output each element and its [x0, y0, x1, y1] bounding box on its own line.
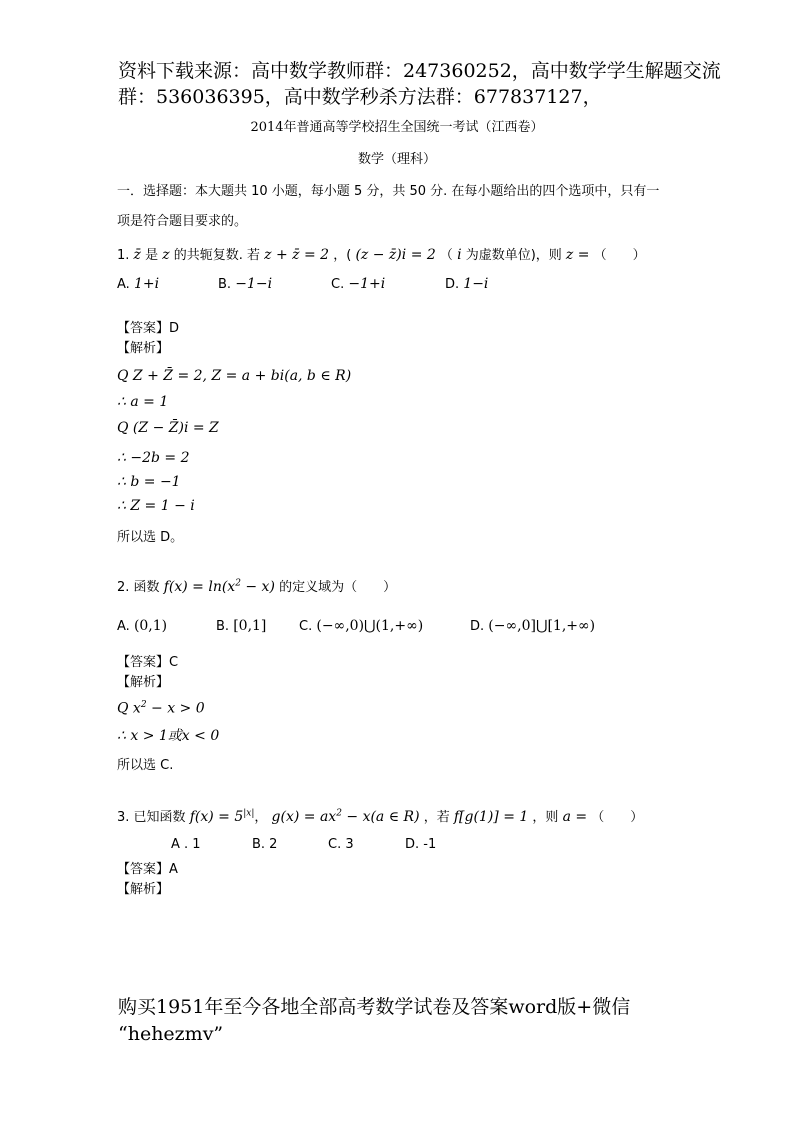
math-a-eq: a =: [562, 809, 588, 825]
section-heading-line-1: 一．选择题：本大题共 10 小题，每小题 5 分，共 50 分. 在每小题给出的四个选项中，只有一: [117, 184, 660, 199]
exam-subtitle: 数学（理科）: [357, 152, 436, 167]
math-z-eq: z =: [565, 247, 590, 263]
math-zbar: z̄: [133, 247, 141, 263]
question-number: 2.: [117, 580, 130, 595]
q2-option-b: B. [0,1]: [216, 618, 267, 634]
q1-option-c: C. −1+i: [331, 276, 386, 292]
q1-conclusion: 所以选 D。: [117, 530, 184, 545]
question-1-stem: 1. z̄ 是 z 的共轭复数. 若 z + z̄ = 2 ，( (z − z̄)i = 2 （ i 为虚数单位)，则 z = （ ）: [117, 247, 646, 263]
q2-answer: 【答案】C: [117, 655, 179, 670]
question-2-stem: 2. 函数 $f(x) = \ln(x^2 - x)$ 的定义域为（ ）: [117, 578, 397, 595]
q2-step-1: Q $x^2 - x > 0$: [117, 700, 205, 717]
q1-step-6: ∴ Z = 1 − i: [117, 498, 195, 514]
q2-option-d: D. (−∞,0]⋃[1,+∞): [470, 618, 596, 634]
question-number: 1.: [117, 248, 130, 263]
q1-option-d: D. 1−i: [445, 276, 489, 292]
q2-conclusion: 所以选 C.: [117, 758, 174, 773]
q1-step-5: ∴ b = −1: [117, 474, 181, 490]
question-number: 3.: [117, 810, 130, 825]
math-expression: (z − z̄)i = 2: [355, 247, 436, 263]
q3-option-b: B. 2: [252, 837, 278, 852]
footer-ad-line-2: “hehezmv”: [118, 1023, 224, 1045]
q3-option-a: A . 1: [171, 837, 201, 852]
source-banner-line-2: 群：536036395，高中数学秒杀方法群：677837127，: [118, 86, 602, 108]
q1-answer: 【答案】D: [117, 321, 180, 336]
q2-analysis-label: 【解析】: [117, 675, 170, 690]
q3-analysis-label: 【解析】: [117, 882, 170, 897]
math-function: $f(x) = \ln(x^2 - x)$: [163, 578, 275, 595]
source-banner-line-1: 资料下载来源：高中数学教师群：247360252，高中数学学生解题交流: [118, 60, 721, 82]
q1-step-3: Q (Z − Z̄)i = Z: [117, 420, 219, 436]
section-heading-line-2: 项是符合题目要求的。: [117, 214, 248, 229]
q1-option-a: A. 1+i: [117, 276, 160, 292]
question-3-stem: 3. 已知函数 $f(x) = 5^{|x|}$， $g(x) = ax^2 - x(a$ ∈ R) ，若 f[g(1)] = 1 ，则 a = （ ）: [117, 808, 644, 825]
math-i: i: [457, 247, 462, 263]
q3-option-c: C. 3: [328, 837, 354, 852]
q2-option-a: A. (0,1): [117, 618, 168, 634]
q3-answer: 【答案】A: [117, 862, 178, 877]
q2-step-2: ∴ x > 1或x < 0: [117, 728, 220, 744]
q1-step-1: Q Z + Z̄ = 2, Z = a + bi(a, b ∈ R): [117, 368, 352, 384]
math-f: $f(x) = 5^{|x|}$: [189, 808, 255, 825]
q1-option-b: B. −1−i: [218, 276, 273, 292]
math-z: z: [162, 247, 170, 263]
footer-ad-line-1: 购买1951年至今各地全部高考数学试卷及答案word版+微信: [118, 996, 631, 1018]
math-expression: z + z̄ = 2: [264, 247, 330, 263]
exam-title: 2014年普通高等学校招生全国统一考试（江西卷）: [250, 120, 544, 135]
q1-step-4: ∴ −2b = 2: [117, 450, 190, 466]
q1-step-2: ∴ a = 1: [117, 394, 169, 410]
q2-option-c: C. (−∞,0)⋃(1,+∞): [299, 618, 424, 634]
math-condition: f[g(1)] = 1: [453, 809, 529, 825]
q3-option-d: D. -1: [405, 837, 437, 852]
q1-analysis-label: 【解析】: [117, 341, 170, 356]
math-g: $g(x) = ax^2 - x(a$ ∈ R): [271, 808, 420, 825]
